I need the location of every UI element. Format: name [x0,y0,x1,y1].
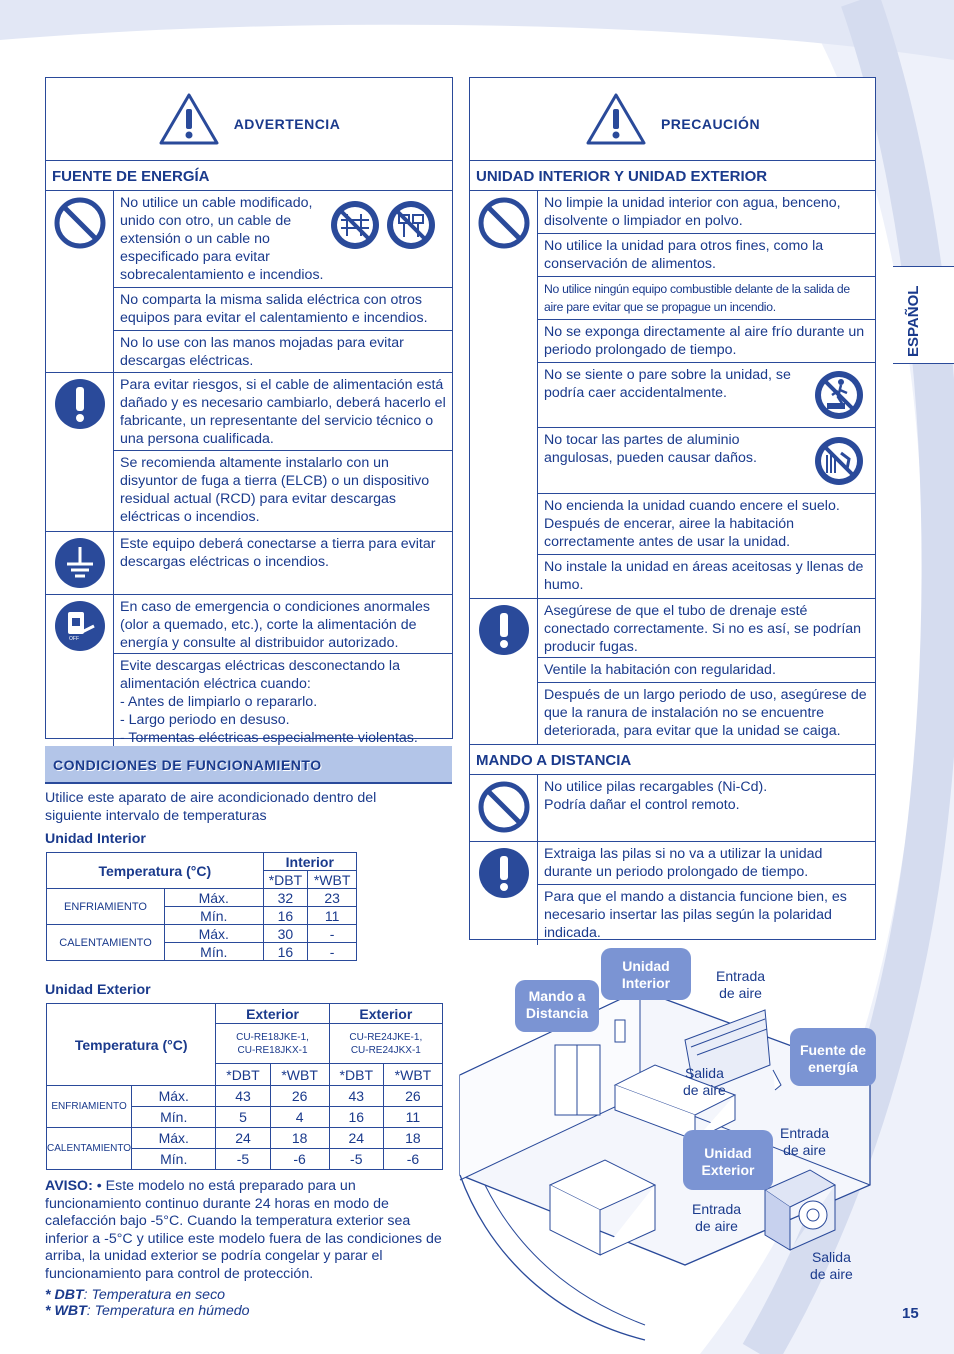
wbt-header: *WBT [383,1064,442,1086]
list-item [114,191,452,288]
unplug-icon [54,600,106,652]
dbt-header: *DBT [263,871,308,889]
language-tab-label: ESPAÑOL [905,285,922,357]
mode-cell: CALENTAMIENTO [47,1128,132,1170]
value-cell: 43 [216,1086,270,1107]
air-inlet-label: Entrada de aire [780,1125,830,1158]
value-cell: 24 [216,1128,270,1149]
remote-callout: Mando a Distancia [515,980,599,1032]
notice [45,1178,450,1283]
air-outlet-label: Salida de aire [683,1065,726,1098]
list-item: No utilice pilas recargables (Ni-Cd). Podría dañar el control remoto. [544,779,768,813]
conditions-title: CONDICIONES DE FUNCIONAMIENTO [53,757,322,773]
list-item: Para evitar riesgos, si el cable de alimentación está dañado y es necesario cambiarlo, deberá hacerlo el fabricante, un representante del servicio técnico o una persona cualificada. [114,373,452,451]
list-item: No utilice la unidad para otros fines, como la conservación de alimentos. [538,234,875,277]
value-cell: 5 [216,1107,270,1128]
value-cell: 23 [308,889,357,907]
outdoor-table [46,1003,443,1170]
no-cable-extension-icon [329,198,439,253]
list-item: Este equipo deberá conectarse a tierra para evitar descargas eléctricas o incendios. [120,536,436,570]
list-item: No encienda la unidad cuando encere el suelo. Después de encerar, airee la habitación correctamente antes de usar la unidad. [538,494,875,555]
value-cell: 24 [329,1128,383,1149]
wbt-key: * WBT [45,1303,87,1319]
kind-cell: Mín. [165,943,264,961]
prohibited-group [470,775,875,842]
value-cell: 18 [270,1128,329,1149]
air-inlet-label: Entrada de aire [716,968,766,1001]
list-item: No instale la unidad en áreas aceitosas y llenas de humo. [544,559,864,593]
mode-cell: ENFRIAMIENTO [47,1086,132,1128]
list-item: Evite descargas eléctricas desconectando la alimentación eléctrica cuando: - Antes de limpiarlo o repararlo. - Largo periodo en desuso. - Tormentas eléctricas especialmente violentas. [120,658,418,746]
value-cell: -6 [383,1149,442,1170]
value-cell: 18 [383,1128,442,1149]
column-header: Exterior [329,1004,442,1024]
kind-cell: Máx. [165,925,264,943]
value-cell: - [308,925,357,943]
list-item: No se exponga directamente al aire frío durante un periodo prolongado de tiempo. [538,320,875,363]
conditions-title-band [45,746,452,784]
kind-cell: Mín. [132,1149,216,1170]
value-cell: 16 [329,1107,383,1128]
prohibited-icon [53,196,107,250]
mandatory-icon-cell [470,842,538,945]
indoor-table [46,852,357,961]
caution-title: PRECAUCIÓN [660,116,761,132]
section-title: FUENTE DE ENERGÍA [46,161,452,191]
temp-header: Temperatura (°C) [47,1004,216,1086]
kind-cell: Máx. [165,889,264,907]
list-item: Después de un largo periodo de uso, asegúrese de que la ranura de instalación no se encuentre deteriorada, para evitar que la unidad se caiga. [544,687,867,739]
model-cell: CU-RE24JKE-1, CU-RE24JKX-1 [329,1024,442,1064]
section-title: MANDO A DISTANCIA [470,745,875,775]
disconnect-icon-cell [46,595,114,750]
mandatory-icon-cell [470,599,538,744]
prohibited-icon-cell [470,191,538,598]
value-cell: 4 [270,1107,329,1128]
value-cell: 26 [270,1086,329,1107]
ground-icon [54,537,106,589]
column-header: Exterior [216,1004,329,1024]
indoor-label: Unidad Interior [45,831,146,847]
warning-triangle-icon [158,92,220,146]
conditions-intro: Utilice este aparato de aire acondicionado dentro del siguiente intervalo de temperaturas [45,790,377,824]
svg-text:OFF: OFF [68,636,79,642]
caution-header [470,78,875,161]
exclamation-icon [54,378,106,430]
ground-icon-cell [46,532,114,594]
value-cell: 11 [383,1107,442,1128]
list-item [538,428,875,494]
list-item: Ventile la habitación con regularidad. [538,658,875,683]
list-item: No utilice ningún equipo combustible delante de la salida de aire pare evitar que se propague un incendio. [538,277,875,320]
list-item: Para que el mando a distancia funcione bien, es necesario insertar las pilas según la polaridad indicada. [544,889,847,941]
kind-cell: Mín. [132,1107,216,1128]
notice-label: AVISO: [45,1178,93,1194]
prohibited-icon [477,196,531,250]
list-item: No comparta la misma salida eléctrica con otros equipos para evitar el calentamiento e incendios. [114,288,452,331]
wbt-legend [45,1303,250,1321]
language-tab[interactable] [893,266,954,364]
dbt-header: *DBT [216,1064,270,1086]
value-cell: 16 [263,943,308,961]
outdoor-unit-callout: Unidad Exterior [683,1130,773,1190]
item-text: No utilice un cable modificado, unido con otro, un cable de extensión o un cable no especificado para evitar sobrecalentamiento e incendios. [120,195,324,283]
dbt-header: *DBT [329,1064,383,1086]
mandatory-group [470,842,875,945]
section-title: UNIDAD INTERIOR Y UNIDAD EXTERIOR [470,161,875,191]
list-item: No lo use con las manos mojadas para evitar descargas eléctricas. [120,335,404,369]
list-item: No limpie la unidad interior con agua, benceno, disolvente o limpiador en polvo. [538,191,875,234]
kind-cell: Máx. [132,1128,216,1149]
warning-triangle-icon [585,92,647,146]
mandatory-group [470,599,875,745]
caution-panel [469,77,876,940]
dbt-desc: : Temperatura en seco [83,1287,226,1303]
dbt-key: * DBT [45,1287,84,1303]
value-cell: 11 [308,907,357,925]
list-item: Se recomienda altamente instalarlo con un disyuntor de fuga a tierra (ELCB) o un dispositivo residual actual (RCD) para evitar descargas eléctricas o incendios. [120,455,430,525]
temp-header: Temperatura (°C) [47,853,264,889]
value-cell: 43 [329,1086,383,1107]
kind-cell: Mín. [165,907,264,925]
value-cell: 26 [383,1086,442,1107]
value-cell: 30 [263,925,308,943]
item-text: No tocar las partes de aluminio angulosas, pueden causar daños. [544,432,757,466]
list-item: Asegúrese de que el tubo de drenaje esté conectado correctamente. Si no es así, se podrían producir fugas. [538,599,875,658]
value-cell: - [308,943,357,961]
no-standing-on-unit-icon [813,369,865,421]
indoor-unit-callout: Unidad Interior [601,948,691,1000]
power-supply-callout: Fuente de energía [790,1028,876,1086]
notice-text: • Este modelo no está preparado para un funcionamiento continuo durante 24 horas en modo de calefacción bajo -5°C. Cuando la temperatura exterior sea inferior a -5°C y utilice este modelo fuera de las condiciones de arriba, la unidad exterior se podría congelar y parar el funcionamiento para control de protección. [45,1178,442,1282]
value-cell: -6 [270,1149,329,1170]
outdoor-label: Unidad Exterior [45,982,151,998]
warning-header [46,78,452,161]
model-cell: CU-RE18JKE-1, CU-RE18JKX-1 [216,1024,329,1064]
disconnect-group [46,595,452,750]
list-item [538,363,875,428]
no-touch-fins-icon [813,435,865,487]
warning-panel [45,77,453,746]
dbt-legend [45,1287,225,1305]
prohibited-icon [477,780,531,834]
exclamation-icon [478,604,530,656]
item-text: No se siente o pare sobre la unidad, se podría caer accidentalmente. [544,367,791,401]
kind-cell: Máx. [132,1086,216,1107]
prohibited-icon-cell [46,191,114,372]
list-item: En caso de emergencia o condiciones anormales (olor a quemado, etc.), corte la alimentación de energía y consulte al distribuidor autorizado. [114,595,452,654]
value-cell: -5 [329,1149,383,1170]
wbt-desc: : Temperatura en húmedo [86,1303,250,1319]
mode-cell: ENFRIAMIENTO [47,889,165,925]
prohibited-group [470,191,875,599]
mandatory-group [46,373,452,532]
prohibited-group [46,191,452,373]
mandatory-icon-cell [46,373,114,531]
prohibited-icon-cell [470,775,538,841]
value-cell: 16 [263,907,308,925]
mode-cell: CALENTAMIENTO [47,925,165,961]
wbt-header: *WBT [270,1064,329,1086]
list-item: Extraiga las pilas si no va a utilizar la unidad durante un periodo prolongado de tiempo. [538,842,875,885]
air-inlet-label: Entrada de aire [692,1201,742,1234]
warning-title: ADVERTENCIA [233,116,341,132]
air-outlet-label: Salida de aire [810,1249,853,1282]
page-number: 15 [902,1305,919,1322]
exclamation-icon [478,847,530,899]
wbt-header: *WBT [308,871,357,889]
column-header: Interior [263,853,356,871]
value-cell: 32 [263,889,308,907]
value-cell: -5 [216,1149,270,1170]
ground-group [46,532,452,595]
